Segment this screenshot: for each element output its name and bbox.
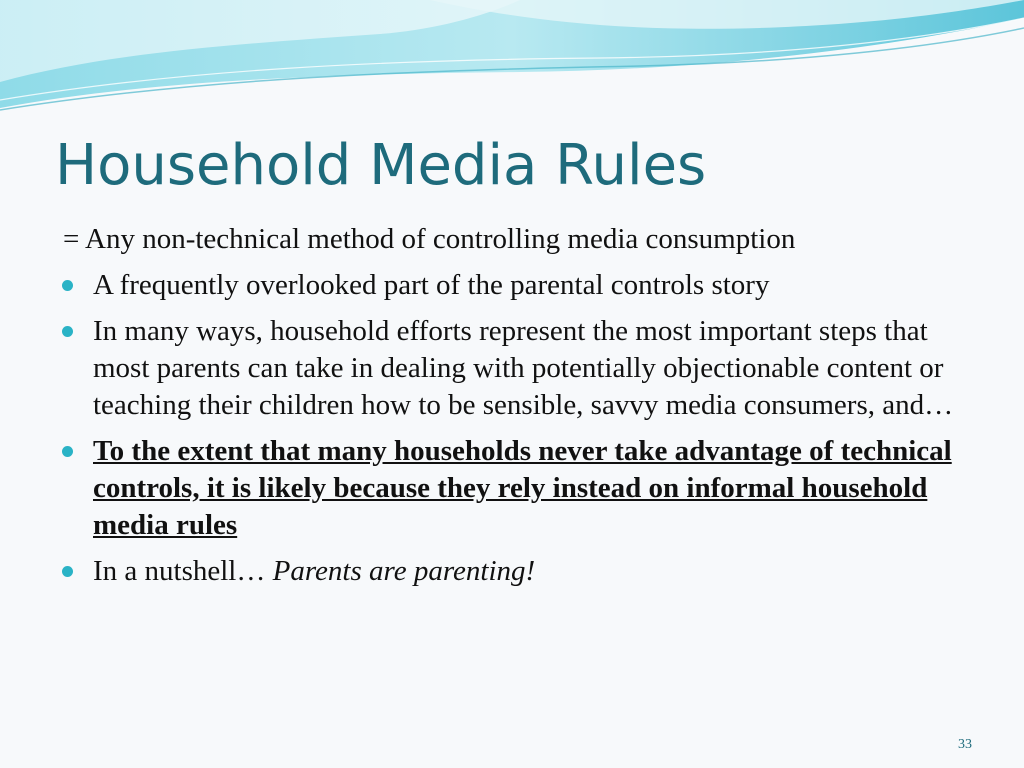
slide-body (58, 221, 988, 599)
bullet-dot-icon (62, 280, 73, 291)
slide-title: Household Media Rules (55, 133, 707, 198)
list-item (58, 267, 988, 304)
definition-line: = Any non-technical method of controlling media consumption (63, 223, 796, 255)
emphasized-bullet-text: To the extent that many households never take advantage of technical controls, it is likely because they rely instead on informal household media rules (93, 435, 952, 541)
bullet-text: In many ways, household efforts represent the most important steps that most parents can take in dealing with potentially objectionable content or teaching their children how to be sensible, savvy media consumers, and… (93, 315, 954, 421)
list-item (58, 433, 988, 544)
bullet-dot-icon (62, 446, 73, 457)
list-item (58, 553, 988, 590)
bullet-dot-icon (62, 326, 73, 337)
bullet-dot-icon (62, 566, 73, 577)
bullet-text: A frequently overlooked part of the parental controls story (93, 269, 770, 301)
list-item (58, 313, 988, 424)
header-wave-decoration (0, 0, 1024, 120)
bullet-emphasis: Parents are parenting! (272, 555, 536, 587)
bullet-prefix: In a nutshell… (93, 555, 273, 587)
page-number: 33 (958, 737, 972, 752)
